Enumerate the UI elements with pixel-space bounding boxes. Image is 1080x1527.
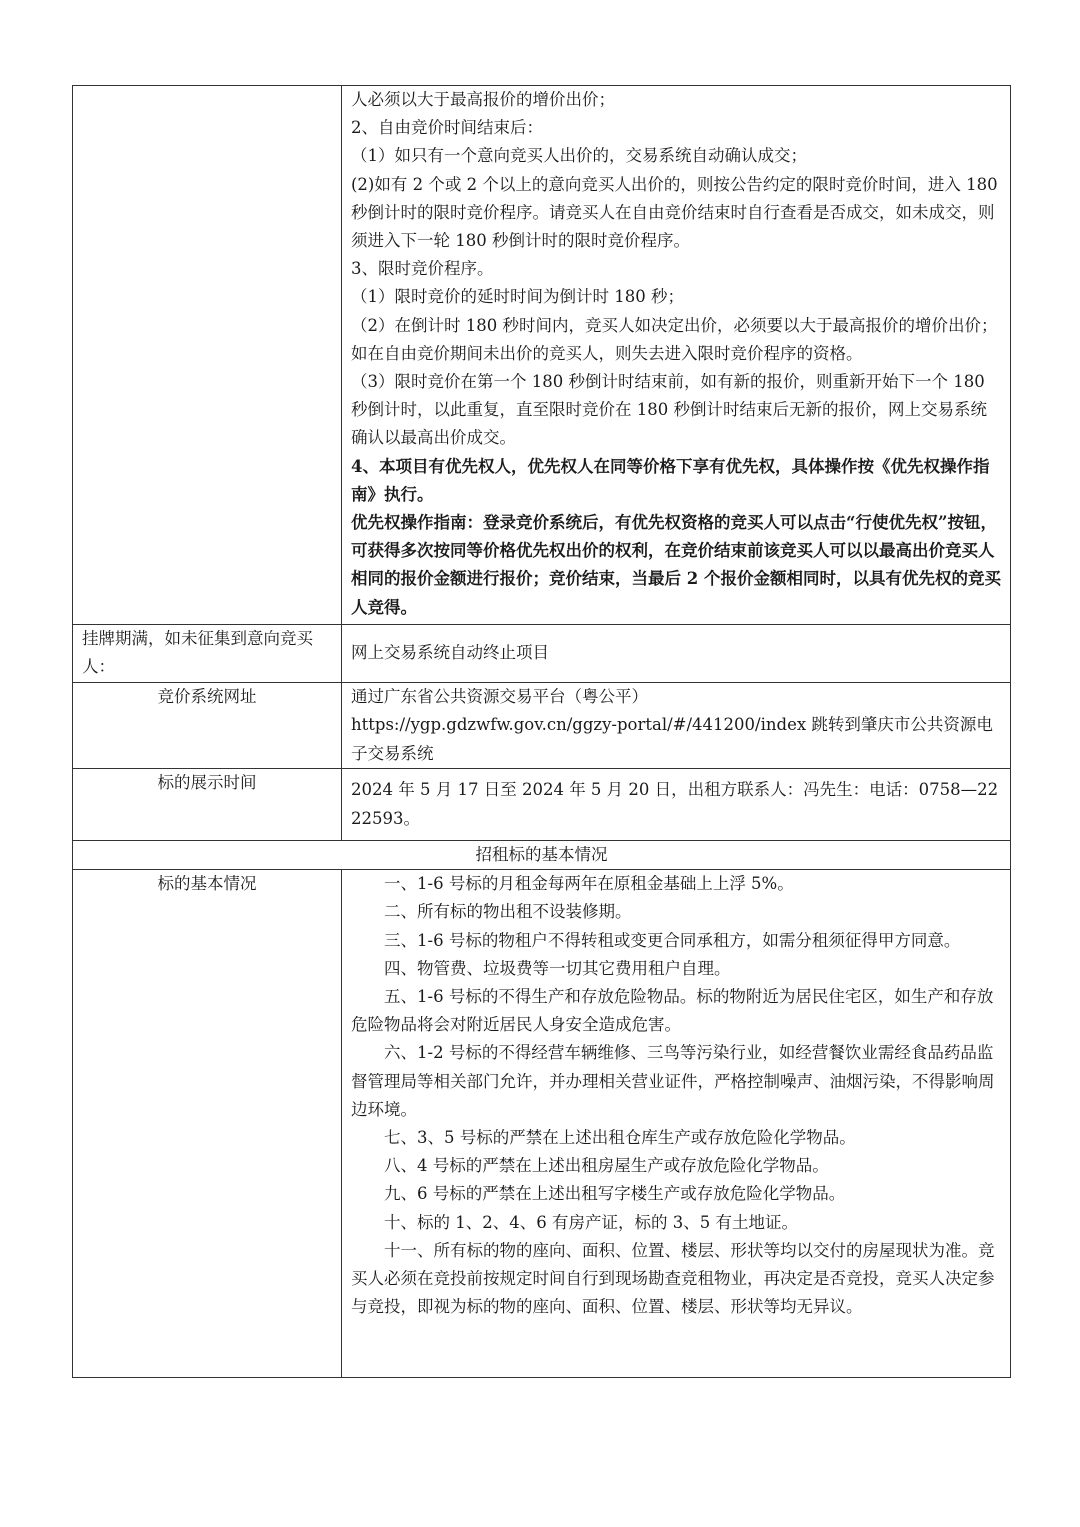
expiry-row bbox=[73, 625, 1011, 683]
display-time-label: 标的展示时间 bbox=[73, 769, 342, 841]
expiry-label: 挂牌期满，如未征集到意向竞买人： bbox=[73, 625, 342, 683]
website-platform-text: 通过广东省公共资源交易平台（粤公平） bbox=[351, 687, 648, 707]
basic-item: 十、标的 1、2、4、6 有房产证，标的 3、5 有土地证。 bbox=[384, 1212, 798, 1232]
basic-item: 五、1-6 号标的不得生产和存放危险物品。标的物附近为居民住宅区，如生产和存放危险物品将会对附近居民人身安全造成危害。 bbox=[351, 987, 994, 1035]
rules-content-cell bbox=[342, 86, 1011, 625]
website-row bbox=[73, 683, 1011, 769]
section-header-row bbox=[73, 841, 1011, 870]
basic-item: 四、物管费、垃圾费等一切其它费用租户自理。 bbox=[384, 958, 731, 978]
rule-line: 人必须以大于最高报价的增价出价； bbox=[351, 90, 615, 109]
basic-item: 十一、所有标的物的座向、面积、位置、楼层、形状等均以交付的房屋现状为准。竞买人必须在竞投前按规定时间自行到现场勘查竞租物业，再决定是否竞投，竞买人决定参与竞投，即视为标的物的座向、面积、位置、楼层、形状等均无异议。 bbox=[351, 1240, 995, 1317]
priority-rule-line: 4、本项目有优先权人，优先权人在同等价格下享有优先权，具体操作按《优先权操作指南》执行。 bbox=[351, 456, 990, 504]
rule-line: 3、限时竞价程序。 bbox=[351, 259, 494, 279]
rule-line: (2)如有 2 个或 2 个以上的意向竞买人出价的，则按公告约定的限时竞价时间，进入 180 秒倒计时的限时竞价程序。请竞买人在自由竞价结束时自行查看是否成交，如未成交，则须进入下一轮 180 秒倒计时的限时竞价程序。 bbox=[351, 174, 998, 251]
website-url-text[interactable]: https://ygp.gdzwfw.gov.cn/ggzy-portal/#/441200/index 跳转到肇庆市公共资源电子交易系统 bbox=[351, 715, 993, 763]
rule-line: （3）限时竞价在第一个 180 秒倒计时结束前，如有新的报价，则重新开始下一个 180 秒倒计时，以此重复，直至限时竞价在 180 秒倒计时结束后无新的报价，网上交易系统确认以最高出价成交。 bbox=[351, 372, 987, 448]
basic-item: 三、1-6 号标的物租户不得转租或变更合同承租方，如需分租须征得甲方同意。 bbox=[384, 930, 961, 950]
website-label: 竞价系统网址 bbox=[73, 683, 342, 769]
basic-item: 七、3、5 号标的严禁在上述出租仓库生产或存放危险化学物品。 bbox=[384, 1128, 856, 1148]
priority-guide-line: 优先权操作指南：登录竞价系统后，有优先权资格的竞买人可以点击“行使优先权”按钮，可获得多次按同等价格优先权出价的权利，在竞价结束前该竞买人可以以最高出价竞买人相同的报价金额进行报价；竞价结束，当最后 2 个报价金额相同时，以具有优先权的竞买人竞得。 bbox=[351, 513, 1001, 617]
rule-line: （1）如只有一个意向竞买人出价的，交易系统自动确认成交； bbox=[351, 146, 807, 166]
expiry-value: 网上交易系统自动终止项目 bbox=[342, 625, 1011, 683]
basic-item: 六、1-2 号标的不得经营车辆维修、三鸟等污染行业，如经营餐饮业需经食品药品监督管理局等相关部门允许，并办理相关营业证件，严格控制噪声、油烟污染，不得影响周边环境。 bbox=[351, 1043, 995, 1119]
rules-row bbox=[73, 86, 1011, 625]
basic-row bbox=[73, 870, 1011, 1378]
website-value-cell bbox=[342, 683, 1011, 769]
basic-content-cell bbox=[342, 870, 1011, 1378]
rules-label-cell bbox=[73, 86, 342, 625]
rule-line: （2）在倒计时 180 秒时间内，竞买人如决定出价，必须要以大于最高报价的增价出价；如在自由竞价期间未出价的竞买人，则失去进入限时竞价程序的资格。 bbox=[351, 315, 998, 363]
rule-line: 2、自由竞价时间结束后： bbox=[351, 118, 543, 138]
rule-line: （1）限时竞价的延时时间为倒计时 180 秒； bbox=[351, 287, 684, 307]
display-time-value: 2024 年 5 月 17 日至 2024 年 5 月 20 日，出租方联系人：冯先生：电话：0758—2222593。 bbox=[342, 769, 1011, 841]
basic-item: 九、6 号标的严禁在上述出租写字楼生产或存放危险化学物品。 bbox=[384, 1184, 846, 1204]
section-header: 招租标的基本情况 bbox=[73, 841, 1011, 870]
basic-item: 八、4 号标的严禁在上述出租房屋生产或存放危险化学物品。 bbox=[384, 1156, 829, 1176]
basic-label: 标的基本情况 bbox=[73, 870, 342, 1378]
basic-item: 二、所有标的物出租不设装修期。 bbox=[384, 902, 632, 922]
basic-item: 一、1-6 号标的月租金每两年在原租金基础上上浮 5%。 bbox=[384, 874, 794, 894]
display-time-row bbox=[73, 769, 1011, 841]
auction-info-table bbox=[72, 85, 1011, 1378]
